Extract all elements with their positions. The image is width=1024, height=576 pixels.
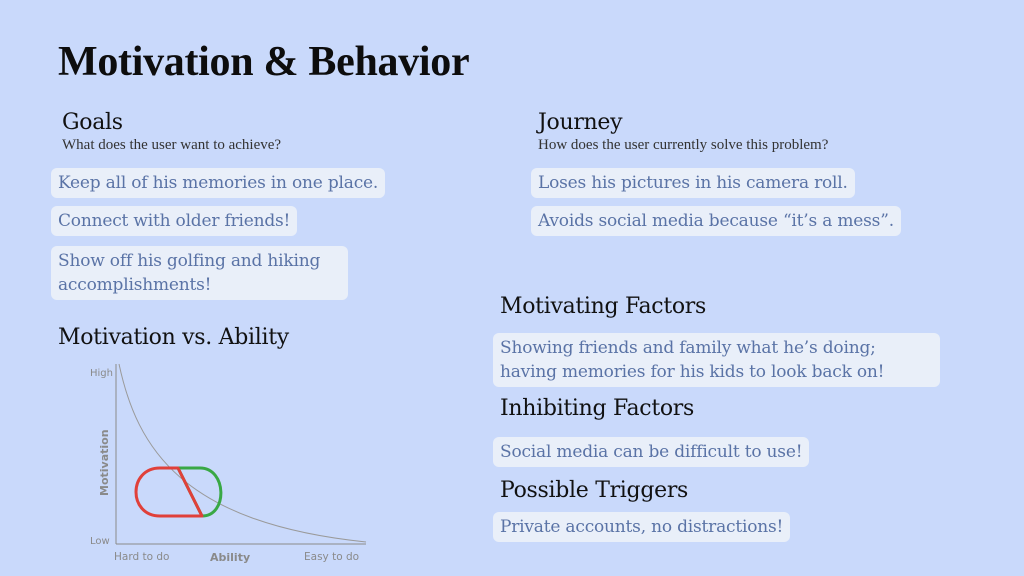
possible-triggers-text: Private accounts, no distractions! [493, 512, 790, 542]
inhibiting-factors-text: Social media can be difficult to use! [493, 437, 809, 467]
goal-item: Show off his golfing and hiking accomplishments! [51, 246, 348, 300]
journey-item: Loses his pictures in his camera roll. [531, 168, 855, 198]
goal-item: Keep all of his memories in one place. [51, 168, 385, 198]
motivating-factors-text: Showing friends and family what he’s doing; having memories for his kids to look back on! [493, 333, 940, 387]
x-axis-label: Ability [210, 551, 251, 564]
y-tick-high: High [90, 368, 113, 379]
motivating-factors-heading: Motivating Factors [500, 294, 707, 319]
chart-heading: Motivation vs. Ability [58, 325, 289, 350]
inhibiting-factors-heading: Inhibiting Factors [500, 396, 695, 421]
journey-subtitle: How does the user currently solve this problem? [538, 137, 829, 153]
journey-item: Avoids social media because “it’s a mess”. [531, 206, 901, 236]
x-tick-easy: Easy to do [304, 551, 360, 563]
goal-item: Connect with older friends! [51, 206, 297, 236]
page-title: Motivation & Behavior [58, 39, 470, 85]
y-axis-label: Motivation [98, 429, 111, 496]
x-tick-hard: Hard to do [114, 551, 170, 563]
motivation-ability-chart [82, 358, 372, 570]
goals-heading: Goals [62, 110, 123, 135]
possible-triggers-heading: Possible Triggers [500, 478, 689, 503]
journey-heading: Journey [538, 110, 623, 135]
red-region [136, 468, 202, 516]
y-tick-low: Low [90, 536, 110, 547]
goals-subtitle: What does the user want to achieve? [62, 137, 282, 153]
